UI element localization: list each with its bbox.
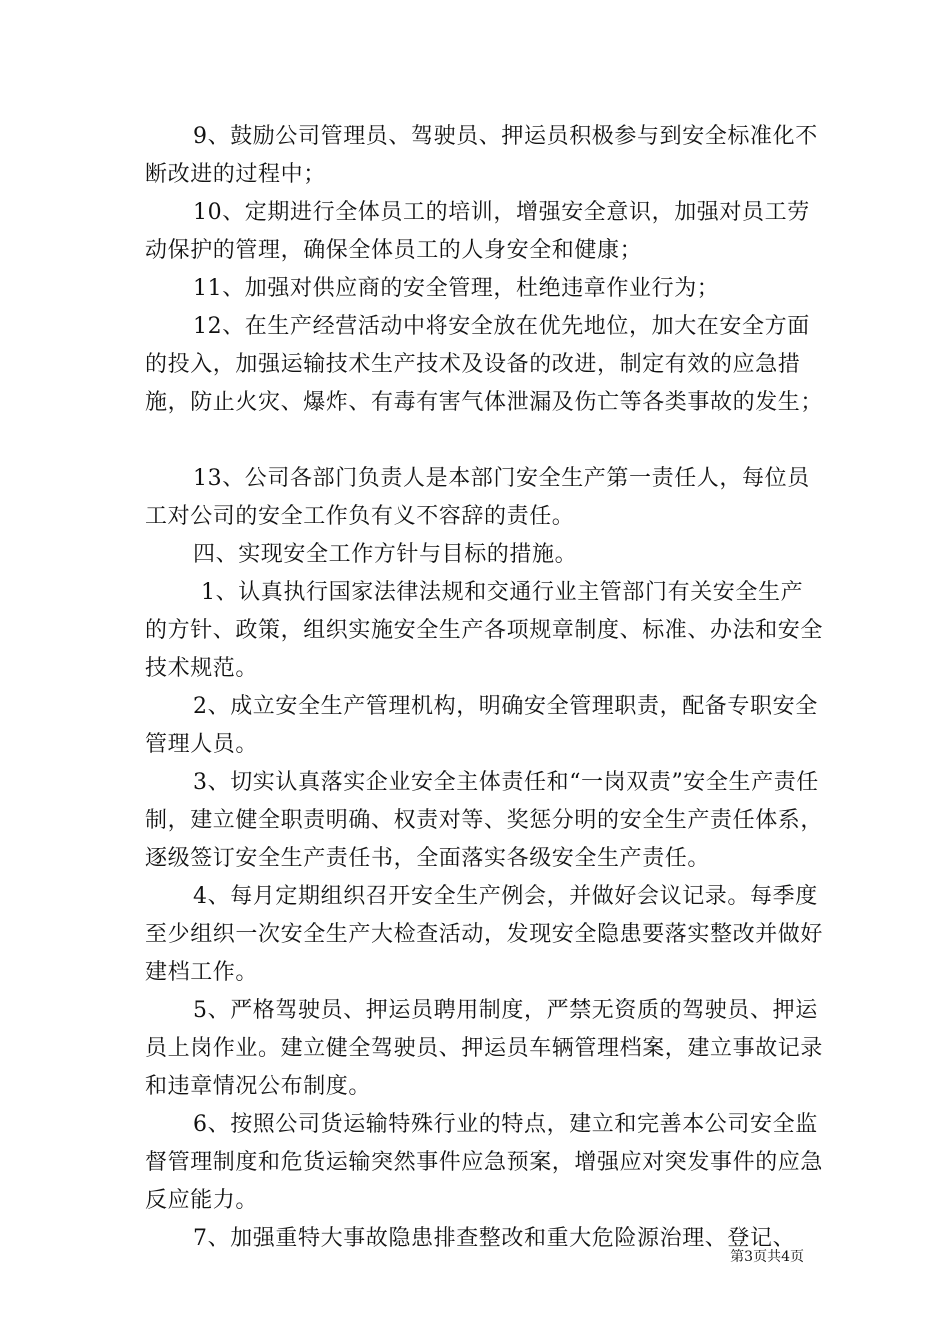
measure-item-3: 3、切实认真落实企业安全主体责任和“一岗双责”安全生产责任制，建立健全职责明确、权责对等、奖惩分明的安全生产责任体系，逐级签订安全生产责任书，全面落实各级安全生产责任。 <box>145 770 824 871</box>
paragraph-item-9: 9、鼓励公司管理员、驾驶员、押运员积极参与到安全标准化不断改进的过程中； <box>145 124 818 187</box>
document-body <box>145 118 825 1258</box>
measure-item-7: 7、加强重特大事故隐患排查整改和重大危险源治理、登记、 <box>193 1226 796 1251</box>
paragraph-item-11: 11、加强对供应商的安全管理，杜绝违章作业行为； <box>193 276 720 301</box>
page-number: 第3页共4页 <box>730 1249 804 1265</box>
measure-item-5: 5、严格驾驶员、押运员聘用制度，严禁无资质的驾驶员、押运员上岗作业。建立健全驾驶员、押运员车辆管理档案，建立事故记录和违章情况公布制度。 <box>145 998 824 1099</box>
measure-item-4: 4、每月定期组织召开安全生产例会，并做好会议记录。每季度至少组织一次安全生产大检查活动，发现安全隐患要落实整改并做好建档工作。 <box>145 884 824 985</box>
measure-item-2: 2、成立安全生产管理机构，明确安全管理职责，配备专职安全管理人员。 <box>145 694 818 757</box>
measure-item-6: 6、按照公司货运输特殊行业的特点，建立和完善本公司安全监督管理制度和危货运输突然事件应急预案，增强应对突发事件的应急反应能力。 <box>145 1112 824 1213</box>
paragraph-item-13: 13、公司各部门负责人是本部门安全生产第一责任人，每位员工对公司的安全工作负有义不容辞的责任。 <box>145 466 810 529</box>
paragraph-item-10: 10、定期进行全体员工的培训，增强安全意识，加强对员工劳动保护的管理，确保全体员工的人身安全和健康； <box>145 200 810 263</box>
section-heading: 四、实现安全工作方针与目标的措施。 <box>193 542 578 567</box>
paragraph-item-12: 12、在生产经营活动中将安全放在优先地位，加大在安全方面的投入，加强运输技术生产技术及设备的改进，制定有效的应急措施，防止火灾、爆炸、有毒有害气体泄漏及伤亡等各类事故的发生； <box>145 314 824 415</box>
measure-item-1: 1、认真执行国家法律法规和交通行业主管部门有关安全生产的方针、政策，组织实施安全生产各项规章制度、标准、办法和安全技术规范。 <box>145 580 824 681</box>
